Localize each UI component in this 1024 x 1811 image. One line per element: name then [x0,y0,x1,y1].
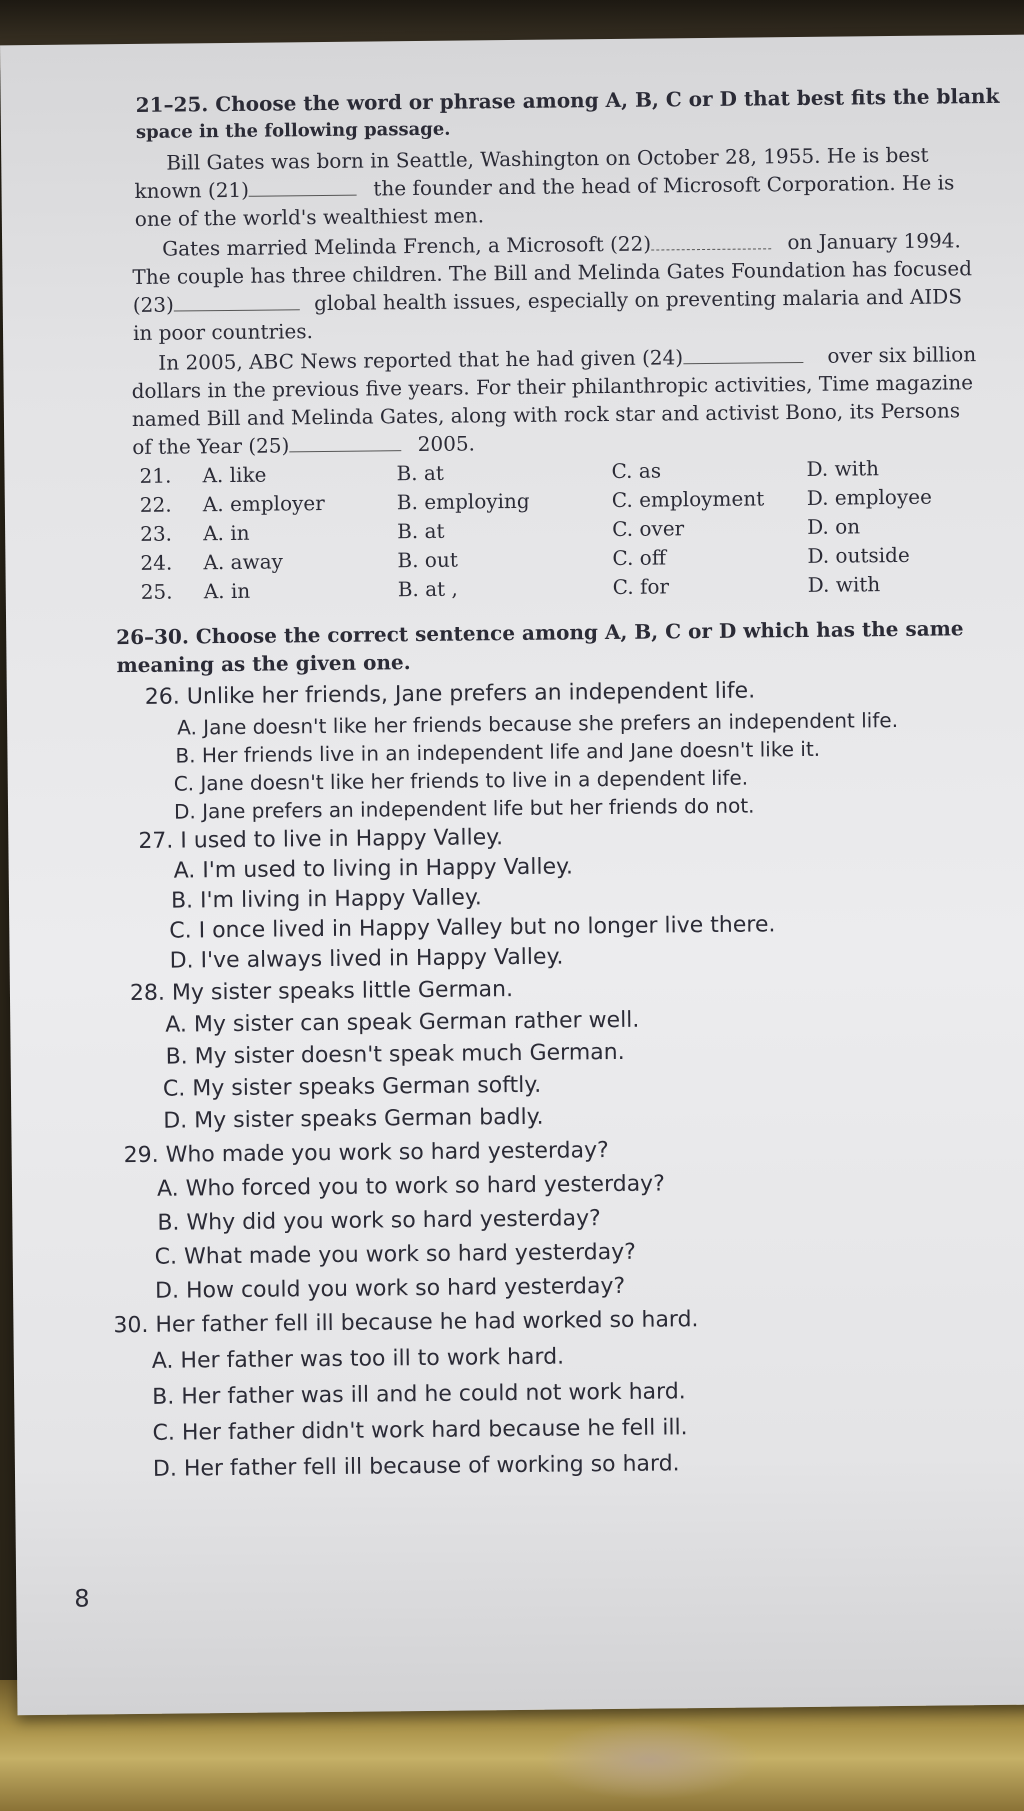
question-number: 21. [139,463,172,488]
passage-p2-line1b: on January 1994. [787,228,961,255]
passage-p2-line2: The couple has three children. The Bill and Melinda Gates Foundation has focused [132,256,973,289]
option-d[interactable]: D. with [807,572,881,597]
blank-21 [249,179,357,197]
answer-option[interactable]: A. I'm used to living in Happy Valley. [173,854,574,884]
answer-option[interactable]: B. Her friends live in an independent life and Jane doesn't like it. [175,736,821,768]
question-stem: 30. Her father fell ill because he had worked so hard. [113,1307,699,1339]
answer-option[interactable]: B. Her father was ill and he could not work hard. [152,1379,686,1410]
option-d[interactable]: D. outside [807,542,910,568]
passage-p3-line3: named Bill and Melinda Gates, along with rock star and activist Bono, its Persons [131,398,961,431]
question-stem: 29. Who made you work so hard yesterday? [123,1138,609,1169]
section2-heading-line1: 26–30. Choose the correct sentence among A, B, C or D which has the same [116,616,964,650]
passage-p2-line1a: Gates married Melinda French, a Microsoft (22) [162,231,652,261]
option-b[interactable]: B. employing [396,488,530,515]
answer-option[interactable]: C. My sister speaks German softly. [162,1072,542,1102]
passage-p1-line3: one of the world's wealthiest men. [134,203,485,231]
option-c[interactable]: C. as [611,458,662,483]
passage-p3-line4a: of the Year (25) [132,433,290,459]
option-c[interactable]: C. for [612,574,670,599]
option-d[interactable]: D. employee [806,484,932,510]
answer-option[interactable]: C. Jane doesn't like her friends to live in a dependent life. [173,765,749,796]
page-number: 8 [74,1584,90,1613]
passage-p3-line2: dollars in the previous five years. For their philanthropic activities, Time magazine [131,370,974,404]
worksheet-page [0,35,1024,1716]
answer-option[interactable]: B. My sister doesn't speak much German. [165,1039,625,1070]
option-d[interactable]: D. with [806,456,880,481]
question-number: 23. [140,521,173,546]
option-c[interactable]: C. over [612,516,685,541]
answer-option[interactable]: B. Why did you work so hard yesterday? [157,1206,601,1236]
question-stem: 27. I used to live in Happy Valley. [138,825,504,854]
blank-24 [683,346,803,364]
blank-22 [651,232,771,250]
answer-option[interactable]: B. I'm living in Happy Valley. [170,885,482,914]
option-a[interactable]: A. away [203,549,284,575]
answer-option[interactable]: A. My sister can speak German rather well. [165,1007,640,1038]
question-stem: 28. My sister speaks little German. [129,977,514,1007]
answer-option[interactable]: C. What made you work so hard yesterday? [154,1239,636,1270]
option-a[interactable]: A. in [203,578,251,604]
option-b[interactable]: B. at [396,460,445,486]
passage-p2-line3a: (23) [132,292,174,317]
answer-option[interactable]: D. Her father fell ill because of working so hard. [152,1451,680,1482]
section1-heading-line1: 21–25. Choose the word or phrase among A, B, C or D that best fits the blank [135,83,1000,117]
answer-option[interactable]: A. Her father was too ill to work hard. [151,1344,565,1374]
passage-p1-line1: Bill Gates was born in Seattle, Washington on October 28, 1955. He is best [166,142,929,175]
answer-option[interactable]: A. Who forced you to work so hard yesterday? [156,1171,665,1202]
passage-p2-line3b: global health issues, especially on preventing malaria and AIDS [314,284,963,316]
option-d[interactable]: D. on [806,514,861,539]
section1-heading-line2: space in the following passage. [135,118,451,143]
blank-25 [289,434,401,452]
passage-p2-line4: in poor countries. [132,319,314,345]
answer-option[interactable]: D. My sister speaks German badly. [163,1104,544,1134]
option-c[interactable]: C. employment [611,486,765,512]
blank-23 [174,293,300,311]
answer-option[interactable]: D. Jane prefers an independent life but her friends do not. [173,793,755,824]
question-number: 24. [140,550,173,575]
option-b[interactable]: B. at , [397,576,458,602]
question-number: 25. [140,579,173,604]
answer-option[interactable]: A. Jane doesn't like her friends because she prefers an independent life. [177,707,899,740]
option-a[interactable]: A. like [202,462,267,488]
option-b[interactable]: B. at [397,518,445,544]
question-number: 22. [139,492,172,517]
option-a[interactable]: A. employer [202,490,325,517]
passage-p3-line1b: over six billion [827,342,977,368]
option-b[interactable]: B. out [397,547,458,573]
passage-p3-line1a: In 2005, ABC News reported that he had given (24) [158,345,684,375]
option-a[interactable]: A. in [203,520,250,546]
option-c[interactable]: C. off [612,545,667,570]
passage-p3-line4b: 2005. [417,431,476,457]
page-content [0,35,1024,1746]
section2-heading-line2: meaning as the given one. [116,650,411,678]
answer-option[interactable]: C. Her father didn't work hard because he fell ill. [152,1415,688,1446]
question-stem: 26. Unlike her friends, Jane prefers an independent life. [144,678,756,710]
passage-p1-line2a: known (21) [134,177,250,203]
passage-p1-line2b: the founder and the head of Microsoft Corporation. He is [373,170,955,201]
answer-option[interactable]: D. How could you work so hard yesterday? [154,1273,626,1304]
passage-p3-line4 [132,430,475,460]
answer-option[interactable]: C. I once lived in Happy Valley but no longer live there. [169,912,776,944]
answer-option[interactable]: D. I've always lived in Happy Valley. [169,944,564,974]
